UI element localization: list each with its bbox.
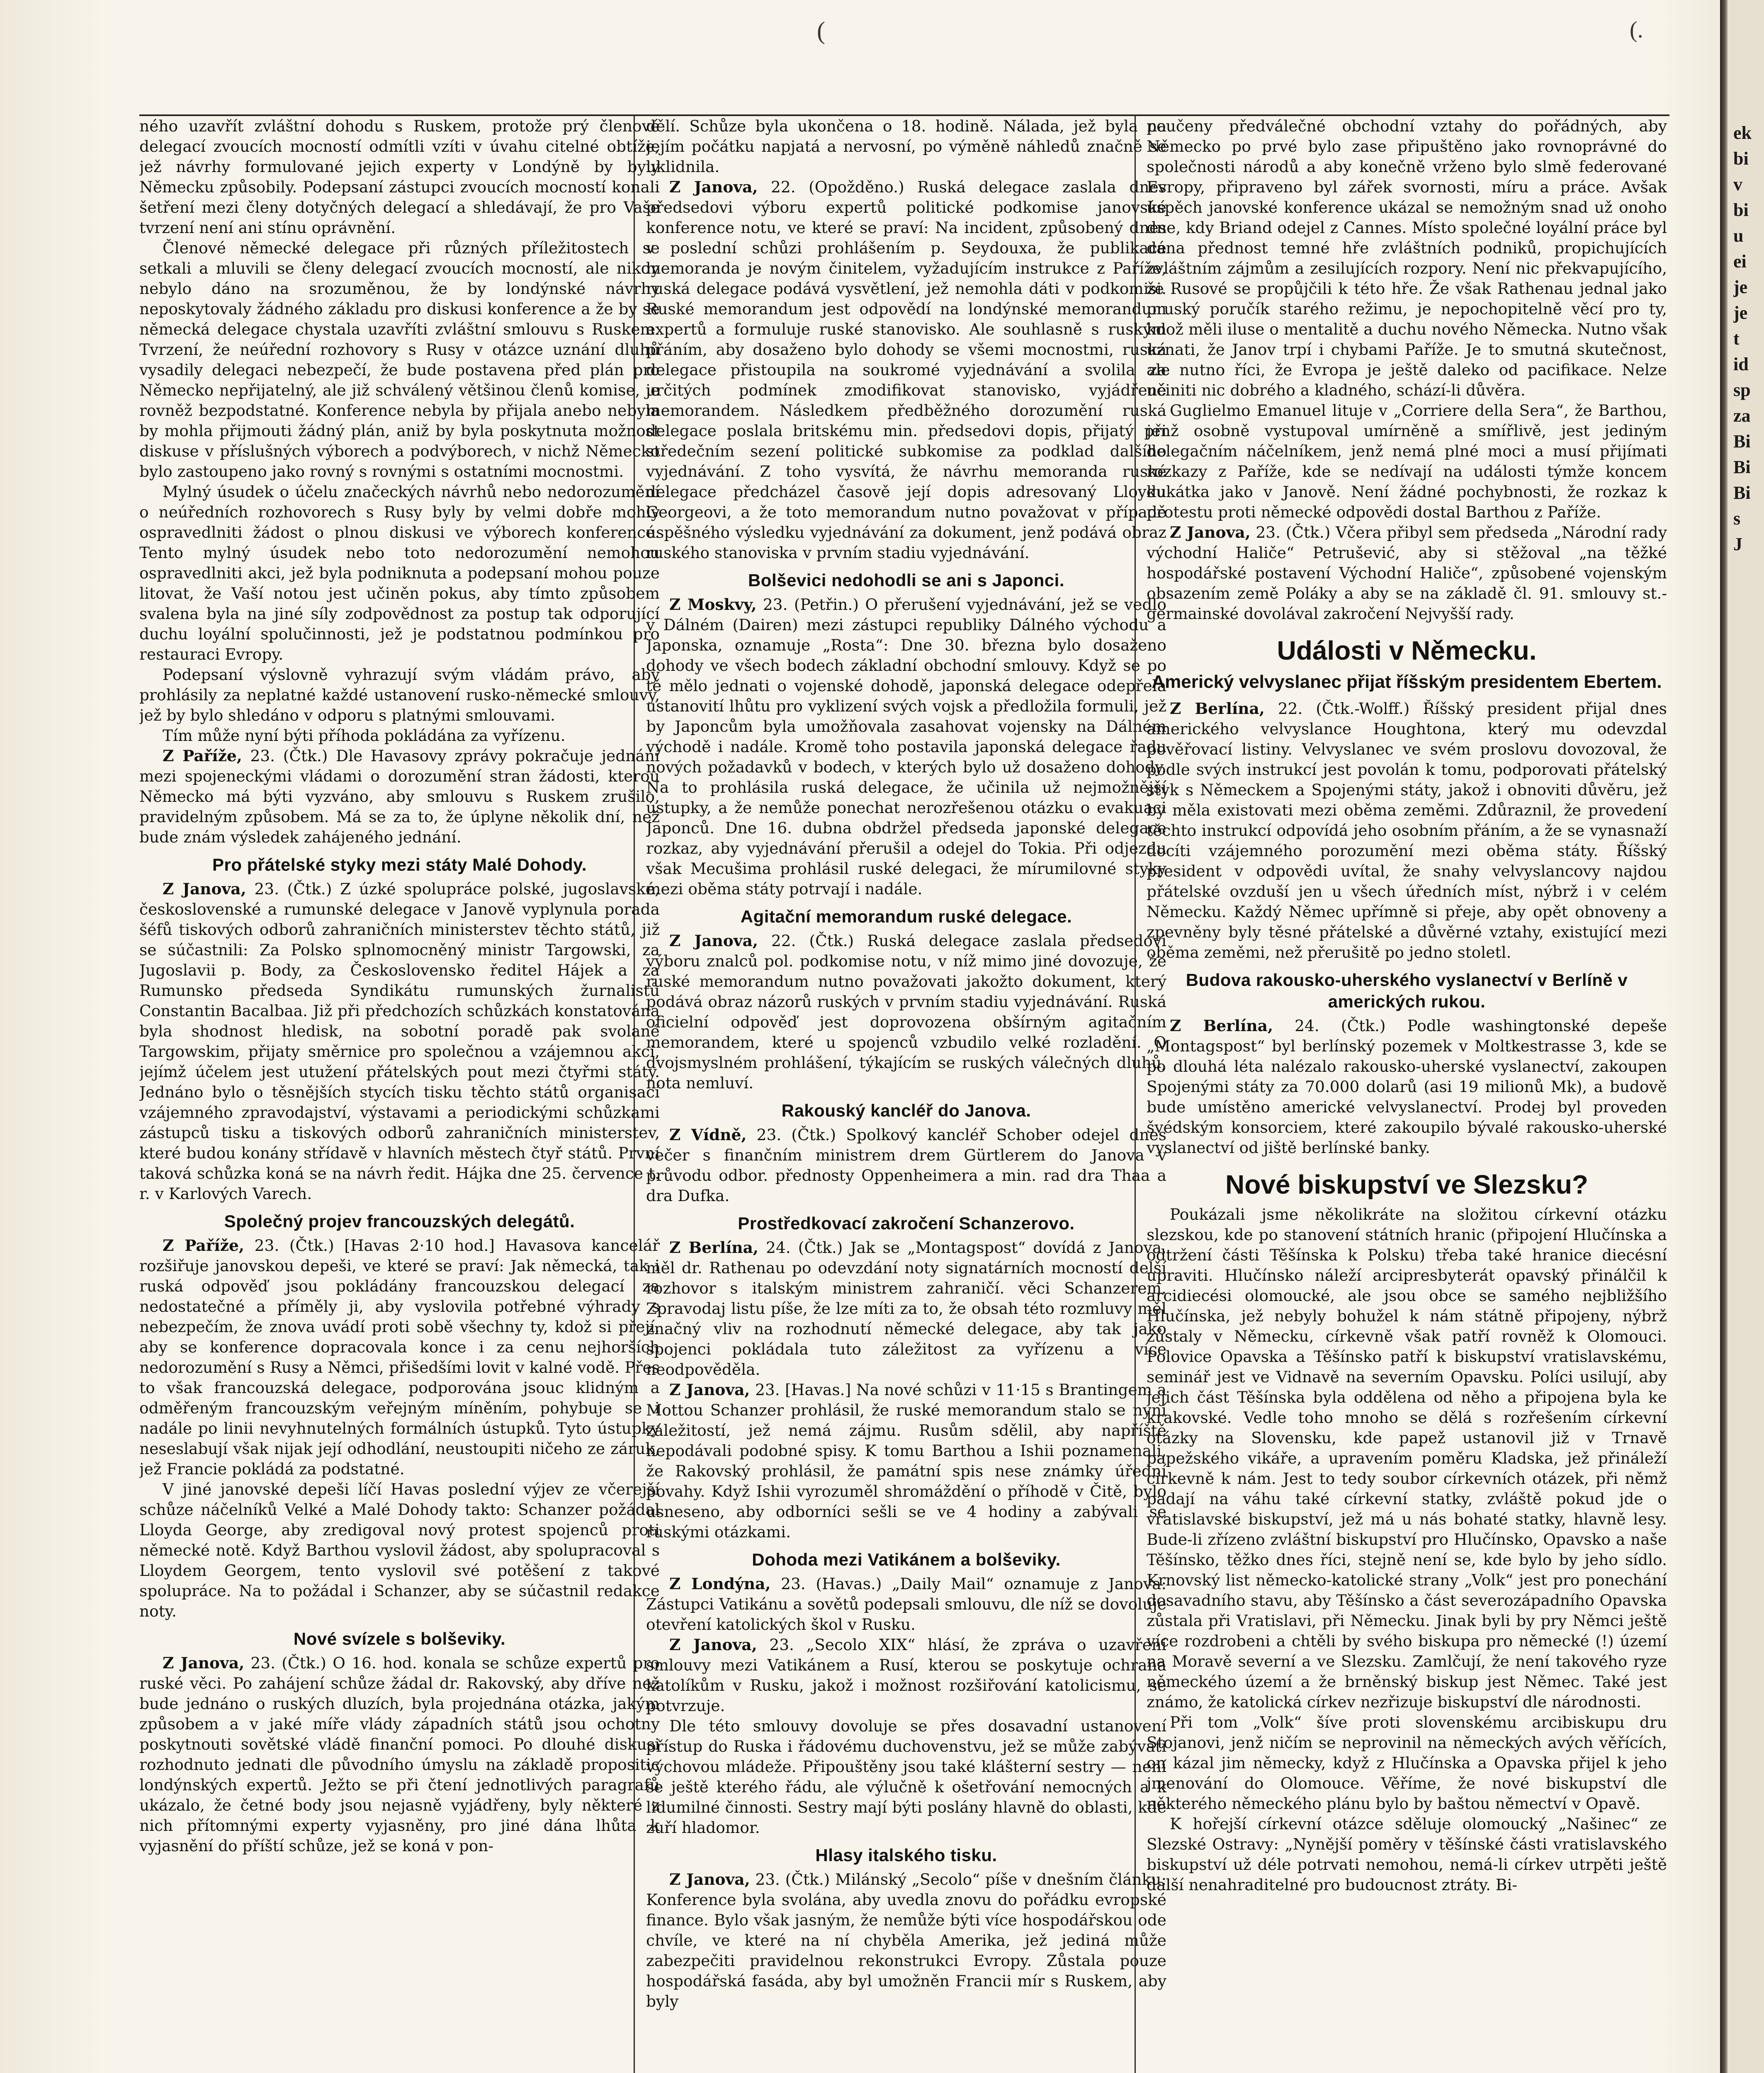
paragraph: ného uzavřít zvláštní dohodu s Ruskem, protože prý členové delegací zvoucích mocností odmítli vzíti v úvahu citelné obtíže, jež návrhy formulované jejich experty v Londýně by byly Německu způsobily. Podepsaní zástupci zvoucích mocností konali šetření mezi členy dotyčných delegací a shledávají, že pro Vaše tvrzení není ani stínu oprávnění. [139,117,660,237]
paragraph-text: 23. (Čtk.) Milánský „Secolo“ píše v dnešním článku: Konference byla svolána, aby uvedla znovu do pořádku evropské finance. Bylo však jasným, že nemůže býti více hospodářskou ode chvíle, ve které na ní chyběla Amerika, jež jediná může zabezpečiti pravidelnou rekonstrukci Evropy. Zůstala pouze hospodářská fasáda, aby byl umožněn Francii mír s Ruskem, aby byly [646,1870,1166,2010]
paragraph-text: 23. (Čtk.) Z úzké spolupráce polské, jugoslavské, československé a rumunské delegace v Janově vyplynula porada šéfů tiskových odborů zahraničních ministerstev těchto států, již se súčastnili: Za Polsko splnomocněný ministr Targowski, za Jugoslavii p. Body, za Československo ředitel Hájek a za Rumunsko předseda Syndikátu rumunských žurnalistů Constantin Bacalbaa. Již při předchozích schůzkách konstatována byla shodnost hledisk, na sobotní poradě pak svolané Targowskim, přijaty směrnice pro společnou a vzájemnou akci, jejímž účelem jest utužení přátelských pout mezi čtyřmi státy. Jednáno bylo o těsnějších stycích tisku těchto států organisací vzájemného zpravodajství, výstavami a periodickými schůzkami zástupců tisku a tiskových odborů zahraničních ministerstev, které budou konány střídavě v hlavních městech čtyř států. První taková schůzka koná se na návrh ředit. Hájka dne 25. července t. r. v Karlových Varech. [139,880,660,1203]
dateline: Z Janova, [163,1654,245,1672]
dateline: Z Paříže, [163,747,242,765]
paragraph-text: 23. (Čtk.) Dle Havasovy zprávy pokračuje jednání mezi spojeneckými vládami o dorozumění stran žádosti, kterou Německo má býti vyzváno, aby smlouvu s Ruskem zrušilo, pravidelným způsobem. Má se za to, že úplyne několik dní, než bude znám výsledek zahájeného jednání. [139,747,660,846]
paragraph [139,1236,660,1479]
dateline: Z Paříže, [163,1236,244,1255]
paragraph [646,1574,1166,1635]
headline-agitacni: Agitační memorandum ruské delegace. [740,907,1072,926]
headline-vatikan: Dohoda mezi Vatikánem a bolševiky. [752,1550,1061,1569]
dateline: Z Janova, [163,880,246,898]
paragraph-text: 23. (Čtk.) Spolkový kancléř Schober odejel dnes večer s finančním ministrem drem Gürtlerem do Janova v průvodu odbor. přednosty Oppenheimera a min. rad dra Thaa a dra Dufka. [646,1126,1166,1205]
paragraph-text: 23. (Čtk.) O 16. hod. konala se schůze expertů pro ruské věci. Po zahájení schůze žádal dr. Rakovský, aby dříve než bude jednáno o ruských dluzích, byla projednána otázka, jakým způsobem a v jaké míře vlády západních států jsou ochotny poskytnouti sovětské vládě finanční pomoci. Po dlouhé diskusi rozhodnuto jednati dle původního úmyslu na základě propositic londýnských expertů. Ježto se při čtení jednotlivých paragrafů ukázalo, že četné body jsou nejasně vyjádřeny, byly některé z nich přítomnými experty vyjasněny, pro jiné dána lhůta k vyjasnění do příští schůze, jež se koná v pon- [139,1654,660,1855]
paragraph [1147,522,1667,624]
paragraph-text: 23. „Secolo XIX“ hlásí, že zpráva o uzavření smlouvy mezi Vatikánem a Rusí, kterou se poskytuje ochrana katolíkům v Rusku, jakož i možnost rozšiřování katolicismu, se potvrzuje. [646,1636,1166,1715]
dateline: Z Londýna, [669,1575,771,1593]
paragraph [646,595,1166,899]
neighbor-page-fragment: ek bi v bi u ei je je t id sp za Bi Bi Bi s J [1733,123,1752,554]
dateline: Z Berlína, [669,1238,758,1257]
headline-bolseviky: Nové svízele s bolševiky. [293,1629,506,1648]
paragraph [646,931,1166,1093]
headline-italsky: Hlasy italského tisku. [815,1845,997,1865]
paragraph-text: 23. (Čtk.) Včera přibyl sem předseda „Národní rady východní Haliče“ Petrušević, aby si stěžoval „na těžké hospodářské postavení Východní Haliče“, způsobené vojenským obsazením země Poláky a aby se na základě čl. 91. smlouvy st.-germainské dovolával zakročení Nejvyšší rady. [1147,523,1667,623]
paragraph [646,1869,1166,2012]
paragraph [139,879,660,1204]
paragraph: Tím může nyní býti příhoda pokládána za vyřízenu. [163,726,566,745]
paragraph [646,1635,1166,1716]
paragraph-text: 24. (Čtk.) Podle washingtonské depeše „Montagspost“ byl berlínský pozemek v Moltkestrasse 3, kde se po dlouhá léta nalézalo rakousko-uherské vyslanectví, zakoupen Spojenými státy za 70.000 dolarů (asi 19 milionů Mk), a budově bude umístěno americké velvyslanectví. Prodej byl proveden švédským konsorciem, které zakoupilo bývalé rakousko-uherské vyslanectví od jiště berlínské banky. [1147,1017,1667,1157]
headline-francouzsky: Společný projev francouzských delegátů. [224,1211,575,1231]
paragraph: Členové německé delegace při různých příležitostech se setkali a mluvili se členy delegací zvoucích mocností, ale nikdy nebylo dáno na srozuměnou, že by londýnské návrhy neposkytovaly žádného základu pro diskusi konference a že by se německá delegace chystala uzavříti zvláštní smlouvu s Ruskem. Tvrzení, že neúřední rozhovory s Rusy v otázce uznání dluhů vysadily delegaci nebezpečí, že bude postavena před plán pro Německo nepřijatelný, ale již schválený většinou členů komise, je rovněž bezpodstatné. Konference nebyla by přijala anebo nebyla by mohla přijmouti žádný plán, aniž by byla poskytnuta možnost diskuse v příslušných výborech a podvýborech, v nichž Německo bylo zastoupeno jako rovný s rovnými s ostatními mocnostmi. [139,239,660,481]
margin-mark-right: (. [1630,17,1643,43]
headline-schanzer: Prostředkovací zakročení Schanzerovo. [738,1214,1075,1233]
dateline: Z Janova, [669,932,758,950]
dateline: Z Janova, [1170,523,1251,541]
paragraph [646,1380,1166,1542]
binding-shadow [1720,0,1728,2073]
headline-velvyslanec: Americký velvyslanec přijat říšským presidentem Ebertem. [1152,672,1662,692]
column-2 [646,116,1166,2073]
paragraph: K hořejší církevní otázce sděluje olomoucký „Našinec“ ze Slezské Ostravy: „Nynější poměry v těšínské části vratislavského biskupství už déle potrvati nemohou, nemá-li církev utrpěti ještě další nenahraditelné pro budoucnost ztráty. Bi- [1147,1815,1667,1894]
dateline: Z Janova, [669,178,758,196]
paragraph-text: 24. (Čtk.) Jak se „Montagspost“ dovídá z Janova, měl dr. Rathenau po odevzdání noty signatárních mocností delší rozhovor s italským ministrem zahraničí. věci Schanzerem. Zpravodaj listu píše, že lze míti za to, že obsah této rozmluvy měl značný vliv na rozhodnutí německé delegace, aby tak jako spojenci pokládala tuto záležitost za vyřízenu a více neodpověděla. [646,1238,1166,1379]
dateline: Z Moskvy, [669,595,757,614]
paragraph-text: 22. (Čtk.) Ruská delegace zaslala předsedovi výboru znalců pol. podkomise notu, v níž mimo jiné dovozuje, že ruské memorandum nutno považovati jakožto dokument, který podává obraz názorů ruských v prvním stadiu vyjednávání. Ruská oficielní odpověď jest doprovozena obšírným agitačním memorandem, které u spojenců vzbudilo velké rozladění. O dvojsmyslném prohlášení, týkajícím se ruských válečných dluhů, nota nemluví. [646,932,1166,1092]
paragraph-text: 23. (Petřin.) O přerušení vyjednávání, jež se vedlo v Dálném (Dairen) mezi zástupci republiky Dálného východu a Japonska, oznamuje „Rosta“: Dne 30. března bylo dosaženo dohody ve všech bodech základní obchodní smlouvy. Když se po tě mělo jednati o vojenské dohodě, japonská delegace odepřela ustanovití lhůtu pro vyklizení svých vojsk a předložila formuli, jež by Japoncům byla umožňovala zasahovat vojensky na Dálném východě i nadále. Kromě toho postavila japonská delegace řadu nových požadavků v bodech, v kterých bylo už dosaženo dohody. Na to prohlásila ruská delegace, že učinila už nejmožnější ústupky, a že nemůže ponechat nerozřešenou otázku o evakuaci Japonců. Dne 16. dubna obdržel předseda japonské delegace rozkaz, aby vyjednávání přerušil a odejel do Tokia. Při odjezdu však Mecušima prohlásil ruské delegaci, že mírumilovné styky mezi oběma státy potrvají i nadále. [646,595,1166,898]
paragraph: dělí. Schůze byla ukončena o 18. hodině. Nálada, jež byla na jejím počátku napjatá a nervosní, po výměně náhledů značně se uklidnila. [646,117,1166,176]
paragraph [139,746,660,847]
dateline: Z Berlína, [1170,699,1265,718]
dateline: Z Vídně, [669,1126,747,1144]
paragraph [139,1653,660,1856]
paragraph: Poukázali jsme několikráte na složitou církevní otázku slezskou, kde po stanovení státních hranic (připojení Hlučínska a odtržení části Těšínska k Polsku) třeba také hranice diecésní upraviti. Hlučínsko náleží arcipresbyterát opavský přinálčil k arcidiecési olomoucké, ale jsou obce se samého nejbližšího Hlučínska, jež nebyly bohužel k nám státně připojeny, nýbrž zůstaly v Německu, církevně však patří rovněž k Olomouci. Polovice Opavska a Těšínsko patří k biskupství vratislavskému, seminář jest ve Vidnavě na severním Opavsku. Políci usilují, aby jejich část Těšínska byla oddělena od něho a připojena byla ke krakovské. Vedle toho mnoho se dělá s rozřešením církevní otázky na Slovensku, kde papež ustanovil již v Trnavě papežského vikáře, a upravením poměru Kladska, jež přináleží církevně k nám. Jest to tedy soubor církevních otázek, při němž padají na váhu také církevní statky, zvláště pokud jde o vratislavské biskupství, jež má u nás bohaté statky, hlavně lesy. Bude-li zřízeno zvláštní biskupství pro Hlučínsko, Opavsko a naše Těšínsko, těžko dnes říci, stejně není se, kde bylo by jeho sídlo. Krnovský list německo-katolické strany „Volk“ jest pro ponechání dosavadního stavu, aby Těšínsko a část severozápadního Opavska zůstala při Vratislavi, při Německu. Jinak byli by pry Němci ještě více rozdrobeni a chtěli by svého biskupa pro německé (!) území na Moravě severní a ve Slezsku. Zamlčují, že není takového ryze německého území a že brněnský biskup jest Němec. Také jest známo, že katolická církev nezřizuje biskupství dle národnosti. [1147,1205,1667,1711]
headline-budova: Budova rakousko-uherského vyslanectví v Berlíně v amerických rukou. [1186,970,1628,1011]
headline-male-dohody: Pro přátelské styky mezi státy Malé Dohody. [212,855,587,874]
paragraph: poučeny předválečné obchodní vztahy do pořádných, aby Německo po prvé bylo zase připuštěno jako rovnoprávné do společnosti národů a aby konečně vrženo bylo slmě federované Evropy, připraveno byl zářek svornosti, míru a práce. Avšak úspěch janovské konference ukázal se nemožným snad už onoho dne, kdy Briand odejel z Cannes. Místo společné loyální práce byl dána přednost temné hře zvláštních podniků, propichujících zvláštním zájmům a zesilujících rozpory. Není nic překvapujícího, že Rusové se propůjčili k této hře. Že však Rathenau jednal jako pruský poručík starého režimu, je nepochopitelně věcí pro ty, kdož měli iluse o mentalitě a duchu nového Německa. Nutno však uznati, že Janov trpí i chybami Paříže. Je to smutná skutečnost, ale nutno říci, že Evropa je ještě daleko od pacifikace. Nelze učiniti nic dobrého a kladného, schází-li důvěra. [1147,117,1667,399]
paragraph-text: 22. (Čtk.-Wolff.) Říšský president přijal dnes amerického velvyslance Houghtona, který mu odevzdal pověřovací listiny. Velvyslanec ve svém proslovu dovozoval, že podle svých instrukcí jest povolán k tomu, podporovati přátelský styk s Německem a Spojenými státy, jakož i obnoviti důvěru, jež by měla existovati mezi oběma zeměmi. Zdůraznil, že provedení těchto instrukcí odpovídá jeho osobním přáním, a že se vynasnaží docíti vzájemného porozumění mezi oběma státy. Říšský president v odpovědi uvítal, že snahy velvyslancovy najdou přátelské ovzduší jen u všech úředních míst, nýbrž i v celém Německu. Každý Němec upřímně si přeje, aby opět obnoveny a zpevněny byly těsné přátelské a důvěrné vztahy, existující mezi oběma zeměmi, než přerušitě po jedno stoletl. [1147,699,1667,961]
paragraph: Dle této smlouvy dovoluje se přes dosavadní ustanovení přístup do Ruska i řádovému duchovenstvu, jež se může zabývati výchovou mládeže. Připouštěny jsou také klášterní sestry — není se ještě kterého řádu, ale výlučně k ošetřování nemocných a k lidumilné činnosti. Sestry mají býti poslány hlavně do oblasti, kde zuří hladomor. [646,1717,1166,1837]
paragraph [646,177,1166,563]
paragraph-text: 23. (Havas.) „Daily Mail“ oznamuje z Janova: Zástupci Vatikánu a sovětů podepsali smlouvu, dle níž se dovoluje otevření katolických škol v Rusku. [646,1575,1166,1634]
paragraph [646,1238,1166,1380]
dateline: Z Janova, [669,1870,750,1889]
headline-kancler: Rakouský kancléř do Janova. [781,1101,1031,1120]
section-headline-nemecko: Události v Německu. [1277,636,1537,665]
paragraph-text: 23. (Čtk.) [Havas 2·10 hod.] Havasova kancelář rozšiřuje janovskou depeši, ve které se praví: Jak německá, tak i ruská odpověď jsou pokládány francouzskou delegací za nedostatečné a příměly ji, aby vyslovila potřebné výhrady s nebezpečím, že znova uvádí proti sobě všechny ty, kdož si přejí, aby se konference dopracovala konce i za cenu nejhorších nedorozumění s Rusy a Němci, přišedšími lovit v kalné vodě. Přes to však francouzská delegace, podporována jsouc klidným a odměřeným francouzským veřejným míněním, pohybuje se i nadále po linii nevyhnutelných formálních ústupků. Tyto ústupky neseslabují však nijak její odhodlání, neustoupiti ničeho ze záruk, jež Francie pokládá za podstatné. [139,1236,660,1478]
paragraph-text: 22. (Opožděno.) Ruská delegace zaslala dnes předsedovi výboru expertů politické podkomise janovské konference notu, ve které se praví: Na incident, způsobený dnes v poslední schůzi prohlášením p. Seydouxa, že publikace memoranda je novým činitelem, vyžadujícím instrukce z Paříže, ruská delegace podává vysvětlení, jež nemohla dáti v podkomisi. Ruské memorandum jest odpovědí na londýnské memorandum expertů a formuluje ruské stanovisko. Ale souhlasně s ruským přáním, aby dosaženo bylo dohody se všemi mocnostmi, ruská delegace přistoupila na soukromé vyjednávání a svolila za určitých podmínek zmodifikovat stanovisko, vyjádřené memorandem. Následkem předběžného dorozumění ruská delegace poslala britskému min. předsedovi dopis, přijatý při středečním sezení politické subkomise za podklad dalšího vyjednávání. Z toho vysvítá, že návrhu memoranda ruské delegace předcházel časově její dopis adresovaný Lloydu Georgeovi, a že toto memorandum nutno považovat v případě úspěšného výsledku vyjednávání za dokument, jenž podává obraz ruského stanoviska v prvním stadiu vyjednávání. [646,178,1166,562]
paragraph [646,1125,1166,1206]
paragraph: Při tom „Volk“ šíve proti slovenskému arcibiskupu dru Stojanovi, jenž ničím se neprovinil na německých avých věřících, on kázal jim německy, když z Hlučínska a Opavska přijel k jeho jmenování do Olomouce. Věříme, že nové biskupství dle některého německého plánu bylo by baštou němectví v Opavě. [1147,1713,1667,1813]
paragraph-text: 23. [Havas.] Na nové schůzi v 11·15 s Brantingem a Mottou Schanzer prohlásil, že ruské memorandum stalo se nyní záležitostí, jež nemá zájmu. Rusům sdělil, aby napříště nepodávali podobné spisy. K tomu Barthou a Ishii poznamenali, že Rakovský prohlásil, že památní spis nese známky úřední povahy. Když Ishii vyrozuměl shromáždění o příhodě v Čitě, bylo usneseno, aby odborníci sešli se ve 4 hodiny a zabývali se ruskými otázkami. [646,1381,1166,1541]
paragraph [1147,1016,1667,1158]
dateline: Z Berlína, [1170,1017,1273,1035]
paragraph: Mylný úsudek o účelu značeckých návrhů nebo nedorozumění o neúředních rozhovorech s Rusy byly by velmi dobře mohly ospravedlniti žádost o plnou diskusi ve výborech konference. Tento mylný úsudek nebo toto nedorozumění nemohou ospravedlniti akci, jež byla podniknuta a podepsaní mohou pouze litovat, že Vaší notou jest učiněn pokus, aby tímto způsobem svalena byla na jiné síly zodpovědnost za postup tak odporující duchu loyální spolučinnosti, jež je podstatnou podmínkou pro restauraci Evropy. [139,483,660,663]
column-1 [139,116,660,2073]
section-headline-biskupstvi: Nové biskupství ve Slezsku? [1225,1170,1588,1199]
dateline: Z Janova, [669,1636,757,1654]
dateline: Z Janova, [669,1381,750,1399]
margin-mark-left: ( [817,17,825,44]
column-3 [1147,116,1667,2073]
paragraph: Guglielmo Emanuel lituje v „Corriere della Sera“, že Barthou, jenž osobně vystupoval umírněně a smířlivě, jest jediným delegačním náčelníkem, jenž nemá plné moci a musí přijímati rozkazy z Paříže, kde se nedívají na události týmže koncem kukátka jako v Janově. Není žádné pochybnosti, že rozkaz k protestu proti německé odpovědi dostal Barthou z Paříže. [1147,401,1667,521]
paragraph [1147,699,1667,963]
headline-japonci: Bolševici nedohodli se ani s Japonci. [748,570,1065,590]
paragraph: Podepsaní výslovně vyhrazují svým vládám právo, aby prohlásily za neplatné každé ustanovení rusko-německé smlouvy, jež by bylo shledáno v odporu s platnými smlouvami. [139,665,660,724]
paragraph: V jiné janovské depeši líčí Havas poslední výjev ze včerejší schůze náčelníků Velké a Malé Dohody takto: Schanzer požádal Lloyda George, aby zredigoval nový protest spojenců proti německé notě. Když Barthou vyslovil žádost, aby spolupracoval s Lloydem Georgem, tento vyslovil své potěšení z takové spolupráce. Na to požádal i Schanzer, aby se súčastnil redakce noty. [139,1480,660,1620]
